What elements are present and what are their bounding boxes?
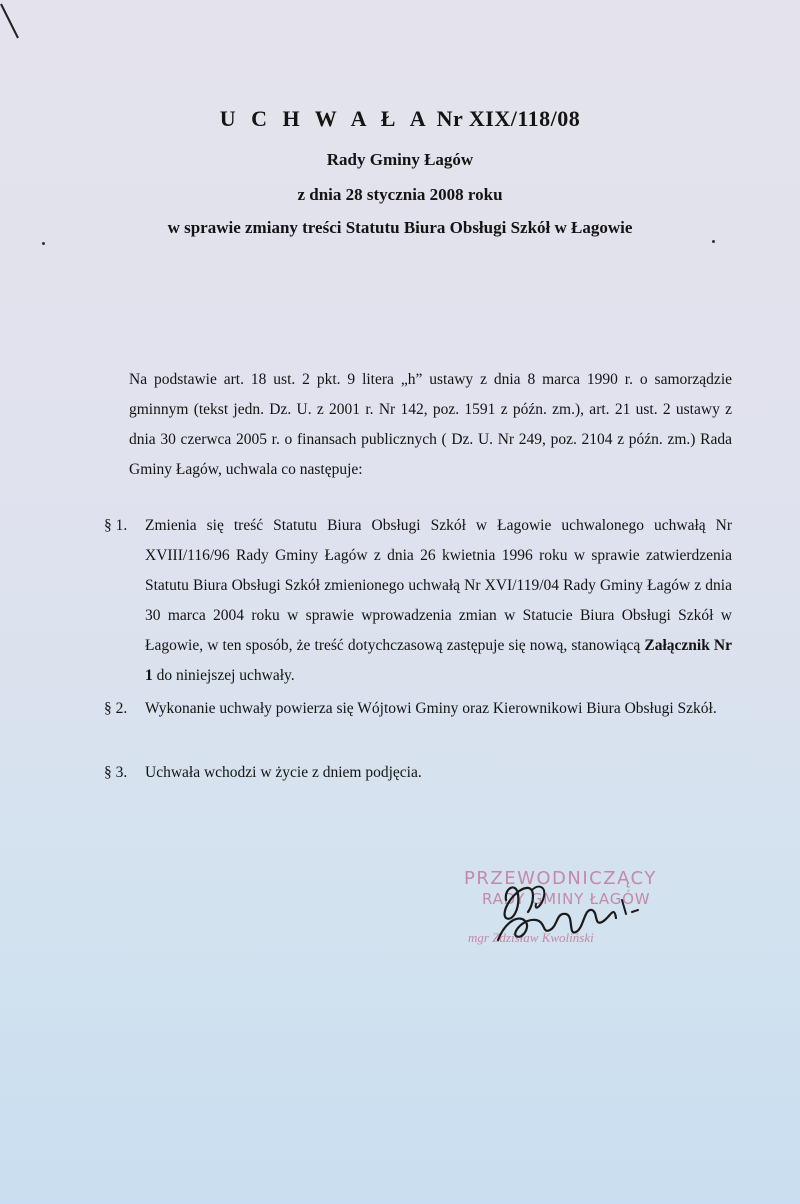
resolution-title: [0, 106, 800, 132]
handwritten-signature: [476, 860, 676, 970]
paragraph-number: § 3.: [104, 764, 128, 781]
speck: [712, 240, 715, 243]
title-prefix: U C H W A Ł A: [219, 106, 431, 131]
stamp-title: PRZEWODNICZĄCY: [464, 868, 657, 889]
paragraph-number: § 2.: [104, 700, 128, 717]
stamp-council: RADY GMINY ŁAGÓW: [482, 890, 651, 908]
attachment-reference: Załącznik Nr 1: [145, 637, 733, 684]
paragraph-1: [104, 511, 732, 691]
preamble-paragraph: Na podstawie art. 18 ust. 2 pkt. 9 litera „h” ustawy z dnia 8 marca 1990 r. o samorządzie gminnym (tekst jedn. Dz. U. z 2001 r. Nr 142, poz. 1591 z późn. zm.), art. 21 ust. 2 ustawy z dnia 30 czerwca 2005 r. o finansach publicznych ( Dz. U. Nr 249, poz. 2104 z późn. zm.) Rada Gminy Łagów, uchwala co następuje:: [129, 371, 732, 478]
speck: [42, 242, 45, 245]
paragraph-3: [104, 758, 732, 788]
issuer-line: Rady Gminy Łagów: [326, 150, 474, 169]
date-line: z dnia 28 stycznia 2008 roku: [297, 185, 503, 204]
corner-pen-mark: [0, 2, 20, 42]
subject-line: w sprawie zmiany treści Statutu Biura Obsługi Szkół w Łagowie: [167, 218, 633, 237]
paragraph-2: [104, 694, 732, 724]
paragraph-text-main: Zmienia się treść Statutu Biura Obsługi Szkół w Łagowie uchwalonego uchwałą Nr XVIII/116/96 Rady Gminy Łagów z dnia 26 kwietnia 1996 roku w sprawie zatwierdzenia Statutu Biura Obsługi Szkół zmienionego uchwałą Nr XVI/119/04 Rady Gminy Łagów z dnia 30 marca 2004 roku w sprawie wprowadzenia zmian w Statucie Biura Obsługi Szkół w Łagowie, w ten sposób, że treść dotychczasową zastępuje się nową, stanowiącą: [145, 517, 732, 654]
paragraph-text-end: do niniejszej uchwały.: [156, 667, 295, 684]
paragraph-number: § 1.: [104, 517, 128, 534]
stamp-signatory: mgr Zdzisław Kwoliński: [468, 930, 594, 945]
title-number: Nr XIX/118/08: [436, 106, 581, 131]
paragraph-text: Uchwała wchodzi w życie z dniem podjęcia.: [145, 764, 422, 781]
paragraph-text: [145, 511, 732, 691]
paragraph-text: Wykonanie uchwały powierza się Wójtowi Gminy oraz Kierownikowi Biura Obsługi Szkół.: [145, 700, 717, 717]
